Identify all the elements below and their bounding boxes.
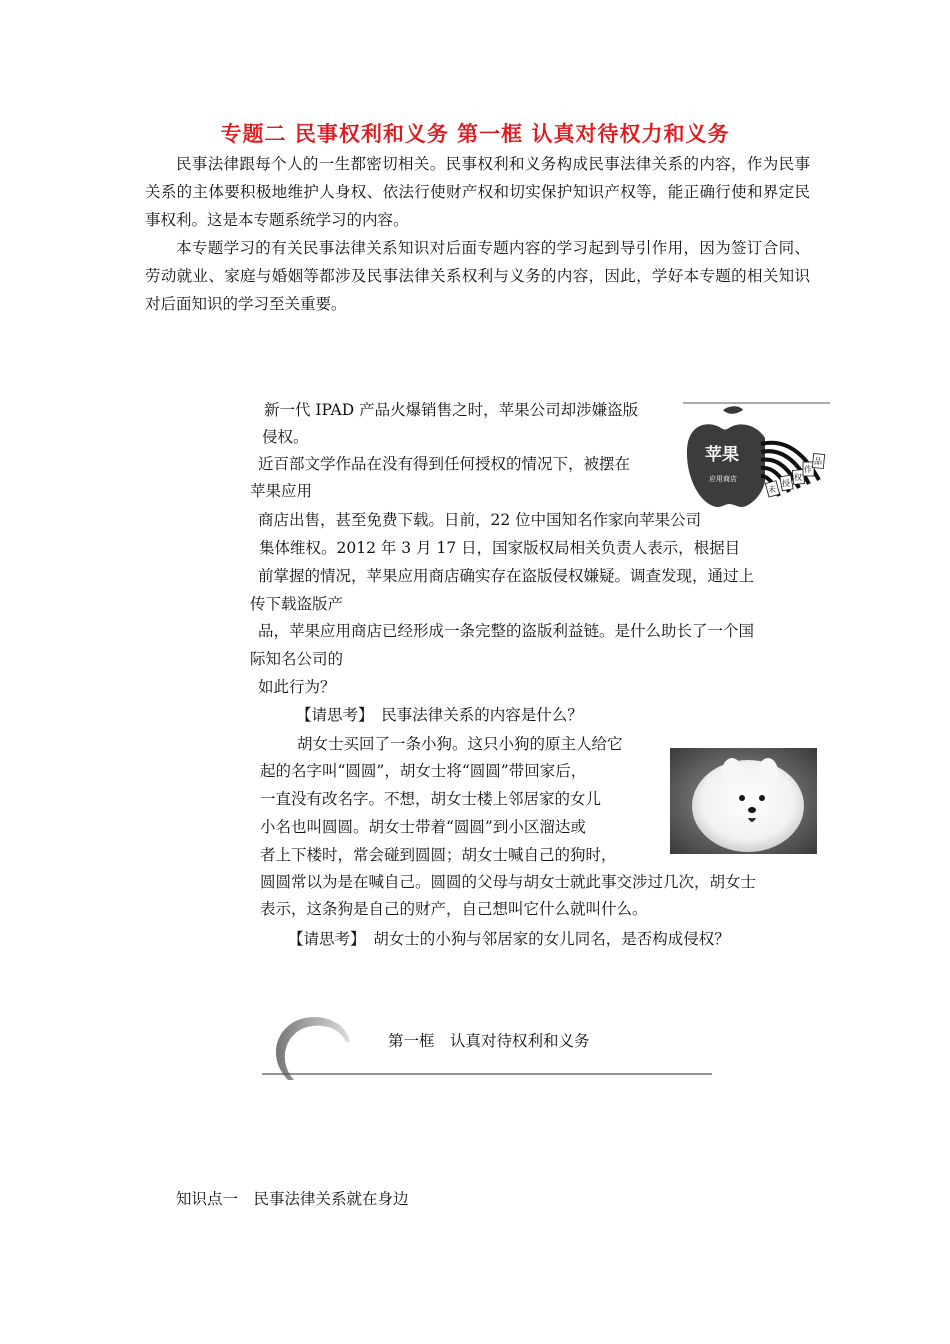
case2-line: 一直没有改名字。不想，胡女士楼上邻居家的女儿 (260, 790, 602, 808)
case2-line: 胡女士买回了一条小狗。这只小狗的原主人给它 (297, 735, 623, 753)
case1-line: 前掌握的情况，苹果应用商店确实存在盗版侵权嫌疑。调查发现，通过上 (258, 567, 755, 585)
case1-line: 际知名公司的 (250, 650, 344, 668)
case1-line: 新一代 IPAD 产品火爆销售之时，苹果公司却涉嫌盗版 (264, 401, 639, 419)
section-heading: 第一框 认真对待权利和义务 (388, 1032, 590, 1050)
case1-line: 传下载盗版产 (250, 595, 344, 613)
book-char: 未 (768, 485, 776, 494)
page-title: 专题二 民事权利和义务 第一框 认真对待权力和义务 (220, 122, 730, 146)
book-char: 作 (804, 465, 812, 474)
case2-line: 表示，这条狗是自己的财产，自己想叫它什么就叫什么。 (260, 900, 648, 918)
intro-paragraph-2: 本专题学习的有关民事法律关系知识对后面专题内容的学习起到导引作用，因为签订合同、劳动就业、家庭与婚姻等都涉及民事法律关系权利与义务的内容，因此，学好本专题的相关知识对后面知识的学习至关重要。 (145, 239, 810, 313)
case1-line: 如此行为？ (258, 678, 336, 696)
intro-paragraph-1: 民事法律跟每个人的一生都密切相关。民事权利和义务构成民事法律关系的内容，作为民事关系的主体要积极地维护人身权、依法行使财产权和切实保护知识产权等，能正确行使和界定民事权利。这是本专题系统学习的内容。 (145, 155, 810, 229)
apple-app-store-illustration (683, 402, 830, 510)
apple-big-text: 苹果 (705, 445, 739, 465)
think-question-2: 【请思考】 胡女士的小狗与邻居家的女儿同名，是否构成侵权？ (288, 930, 730, 948)
case2-line: 起的名字叫“圆圆”，胡女士将“圆圆”带回家后， (260, 762, 587, 780)
white-puppy-photo (670, 748, 817, 854)
think-question-1: 【请思考】 民事法律关系的内容是什么？ (296, 706, 583, 724)
apple-small-text: 应用商店 (709, 475, 737, 483)
case1-line: 苹果应用 (250, 482, 313, 500)
case1-line: 侵权。 (262, 428, 309, 446)
book-char: 品 (814, 457, 822, 466)
book-char: 权 (794, 473, 802, 482)
case2-line: 小名也叫圆圆。胡女士带着“圆圆”到小区溜达或 (260, 818, 586, 836)
book-char: 授 (782, 479, 790, 488)
case1-line: 近百部文学作品在没有得到任何授权的情况下，被摆在 (258, 455, 631, 473)
case1-line: 品，苹果应用商店已经形成一条完整的盗版利益链。是什么助长了一个国 (258, 622, 755, 640)
case1-line: 商店出售，甚至免费下载。日前，22 位中国知名作家向苹果公司 (258, 511, 702, 529)
case1-line: 集体维权。2012 年 3 月 17 日，国家版权局相关负责人表示，根据目 (259, 539, 741, 557)
knowledge-point-heading: 知识点一 民事法律关系就在身边 (176, 1190, 409, 1208)
case2-line: 圆圆常以为是在喊自己。圆圆的父母与胡女士就此事交涉过几次，胡女士 (260, 873, 757, 891)
case2-line: 者上下楼时，常会碰到圆圆；胡女士喊自己的狗时， (260, 846, 617, 864)
